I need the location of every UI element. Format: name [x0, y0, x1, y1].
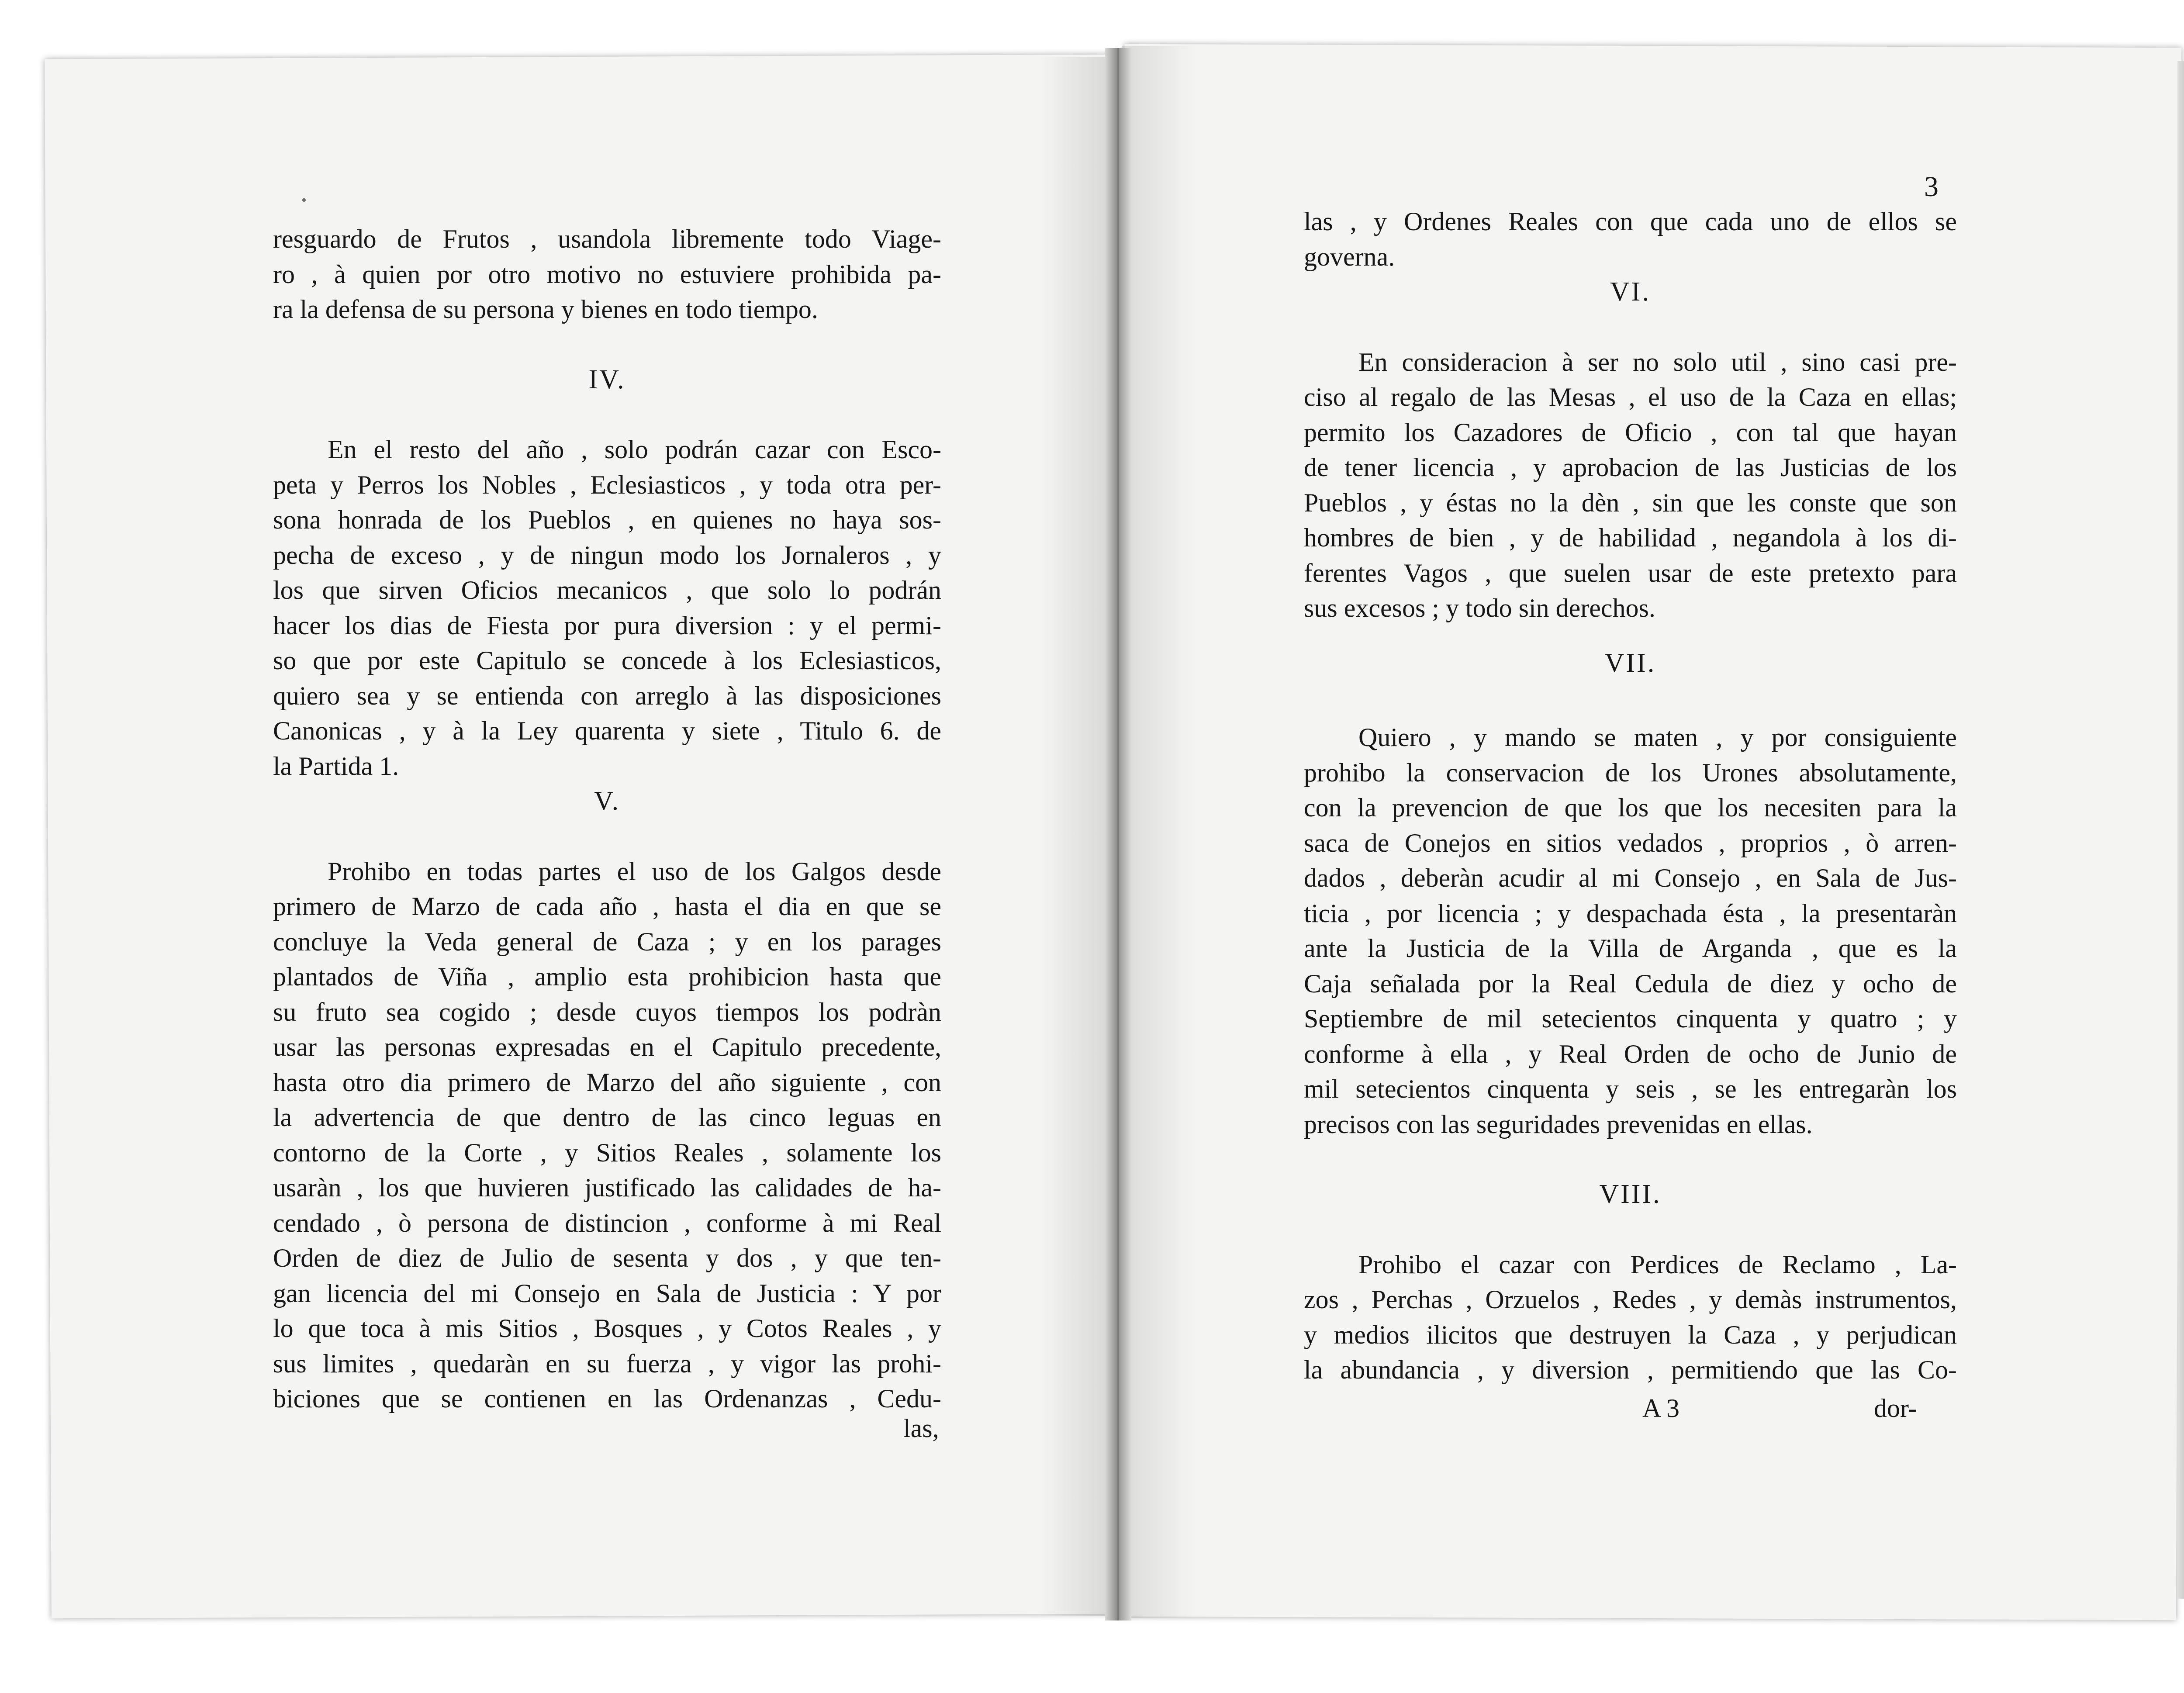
text-line: ante la Justicia de la Villa de Arganda , que es la: [1304, 934, 1957, 963]
text-line: los que sirven Oficios mecanicos , que solo lo podrán: [273, 576, 941, 605]
text-line: sona honrada de los Pueblos , en quienes no haya sos-: [273, 505, 941, 534]
right-page-gutter-shadow: [1122, 46, 1196, 1618]
text-line: zos , Perchas , Orzuelos , Redes , y demàs instrumentos,: [1304, 1285, 1957, 1314]
page-number: 3: [1924, 171, 1939, 203]
text-line: primero de Marzo de cada año , hasta el dia en que se: [273, 892, 941, 921]
text-line: Prohibo en todas partes el uso de los Galgos desde: [328, 857, 941, 886]
signature-mark: A 3: [1642, 1394, 1680, 1423]
text-line: ro , à quien por otro motivo no estuviere prohibida pa-: [273, 259, 941, 289]
text-line: Septiembre de mil setecientos cinquenta y quatro ; y: [1304, 1004, 1957, 1033]
text-line: Canonicas , y à la Ley quarenta y siete , Titulo 6. de: [273, 716, 941, 745]
text-line: conforme à ella , y Real Orden de ocho de Junio de: [1304, 1039, 1957, 1068]
paragraph-v: [273, 854, 941, 1417]
paragraph-viii: [1304, 1247, 1957, 1388]
text-line: precisos con las seguridades prevenidas en ellas.: [1304, 1109, 1813, 1139]
text-line: ra la defensa de su persona y bienes en todo tiempo.: [273, 295, 818, 324]
paragraph-continuation: [1304, 204, 1957, 274]
text-line: En el resto del año , solo podrán cazar con Esco-: [328, 435, 941, 464]
text-line: ferentes Vagos , que suelen usar de este pretexto para: [1304, 558, 1957, 587]
text-line: lo que toca à mis Sitios , Bosques , y Cotos Reales , y: [273, 1314, 941, 1343]
text-line: su fruto sea cogido ; desde cuyos tiempos los podràn: [273, 997, 941, 1026]
text-line: con la prevencion de que los que los necesiten para la: [1304, 793, 1957, 822]
text-line: saca de Conejos en sitios vedados , proprios , ò arren-: [1304, 828, 1957, 857]
paragraph-vii: [1304, 720, 1957, 1142]
text-line: plantados de Viña , amplio esta prohibicion hasta que: [273, 962, 941, 991]
text-line: sus excesos ; y todo sin derechos.: [1304, 594, 1655, 622]
chapter-heading-iv: IV.: [588, 364, 626, 394]
text-line: Quiero , y mando se maten , y por consiguiente: [1358, 723, 1957, 752]
text-line: las , y Ordenes Reales con que cada uno de ellos se: [1304, 207, 1957, 236]
text-line: la Partida 1.: [273, 751, 399, 781]
text-line: sus limites , quedaràn en su fuerza , y vigor las prohi-: [273, 1349, 941, 1378]
paragraph-continuation: [273, 221, 941, 327]
text-line: ciso al regalo de las Mesas , el uso de la Caza en ellas;: [1304, 383, 1957, 411]
chapter-heading-vii: VII.: [1604, 648, 1656, 678]
text-line: pecha de exceso , y de ningun modo los Jornaleros , y: [273, 540, 941, 570]
text-line: permito los Cazadores de Oficio , con tal que hayan: [1304, 418, 1957, 447]
catchword-left: las,: [903, 1414, 939, 1443]
chapter-heading-vi: VI.: [1610, 277, 1651, 307]
pencil-mark: •: [301, 192, 307, 208]
page-stack-edge: [2177, 61, 2184, 1599]
catchword-right: dor-: [1874, 1394, 1917, 1423]
text-line: contorno de la Corte , y Sitios Reales , solamente los: [273, 1138, 941, 1167]
text-line: so que por este Capitulo se concede à los Eclesiasticos,: [273, 646, 941, 675]
text-line: cendado , ò persona de distincion , conforme à mi Real: [273, 1208, 941, 1237]
right-page-text: [1304, 204, 1957, 1388]
text-line: Orden de diez de Julio de sesenta y dos , y que ten-: [273, 1244, 941, 1272]
left-page-gutter-shadow: [1040, 57, 1114, 1616]
text-line: dados , deberàn acudir al mi Consejo , en Sala de Jus-: [1304, 864, 1957, 892]
chapter-heading-viii: VIII.: [1599, 1179, 1662, 1209]
text-line: quiero sea y se entienda con arreglo à las disposiciones: [273, 681, 941, 710]
text-line: resguardo de Frutos , usandola libremente todo Viage-: [273, 225, 941, 253]
paragraph-vi: [1304, 345, 1957, 626]
text-line: de tener licencia , y aprobacion de las Justicias de los: [1304, 453, 1957, 482]
text-line: En consideracion à ser no solo util , sino casi pre-: [1358, 347, 1957, 377]
paragraph-iv: [273, 432, 941, 784]
text-line: Prohibo el cazar con Perdices de Reclamo , La-: [1358, 1250, 1957, 1279]
text-line: concluye la Veda general de Caza ; y en los parages: [273, 927, 941, 956]
chapter-heading-v: V.: [594, 786, 621, 816]
book-gutter: [1105, 48, 1131, 1620]
text-line: hasta otro dia primero de Marzo del año siguiente , con: [273, 1068, 941, 1097]
text-line: hacer los dias de Fiesta por pura diversion : y el permi-: [273, 611, 941, 640]
text-line: Caja señalada por la Real Cedula de diez y ocho de: [1304, 969, 1957, 998]
text-line: la advertencia de que dentro de las cinco leguas en: [273, 1103, 941, 1132]
text-line: usaràn , los que huvieren justificado las calidades de ha-: [273, 1173, 941, 1202]
text-line: usar las personas expresadas en el Capitulo precedente,: [273, 1033, 941, 1061]
left-page-text: [273, 221, 941, 1417]
text-line: governa.: [1304, 242, 1395, 271]
text-line: mil setecientos cinquenta y seis , se les entregaràn los: [1304, 1075, 1957, 1103]
text-line: gan licencia del mi Consejo en Sala de Justicia : Y por: [273, 1278, 941, 1308]
text-line: biciones que se contienen en las Ordenanzas , Cedu-: [273, 1384, 941, 1413]
text-line: peta y Perros los Nobles , Eclesiasticos , y toda otra per-: [273, 470, 941, 499]
text-line: y medios ilicitos que destruyen la Caza , y perjudican: [1304, 1320, 1957, 1349]
text-line: hombres de bien , y de habilidad , negandola à los di-: [1304, 523, 1957, 552]
text-line: ticia , por licencia ; y despachada ésta , la presentaràn: [1304, 898, 1957, 928]
text-line: prohibo la conservacion de los Urones absolutamente,: [1304, 758, 1957, 787]
text-line: la abundancia , y diversion , permitiendo que las Co-: [1304, 1355, 1957, 1384]
text-line: Pueblos , y éstas no la dèn , sin que les conste que son: [1304, 488, 1957, 517]
